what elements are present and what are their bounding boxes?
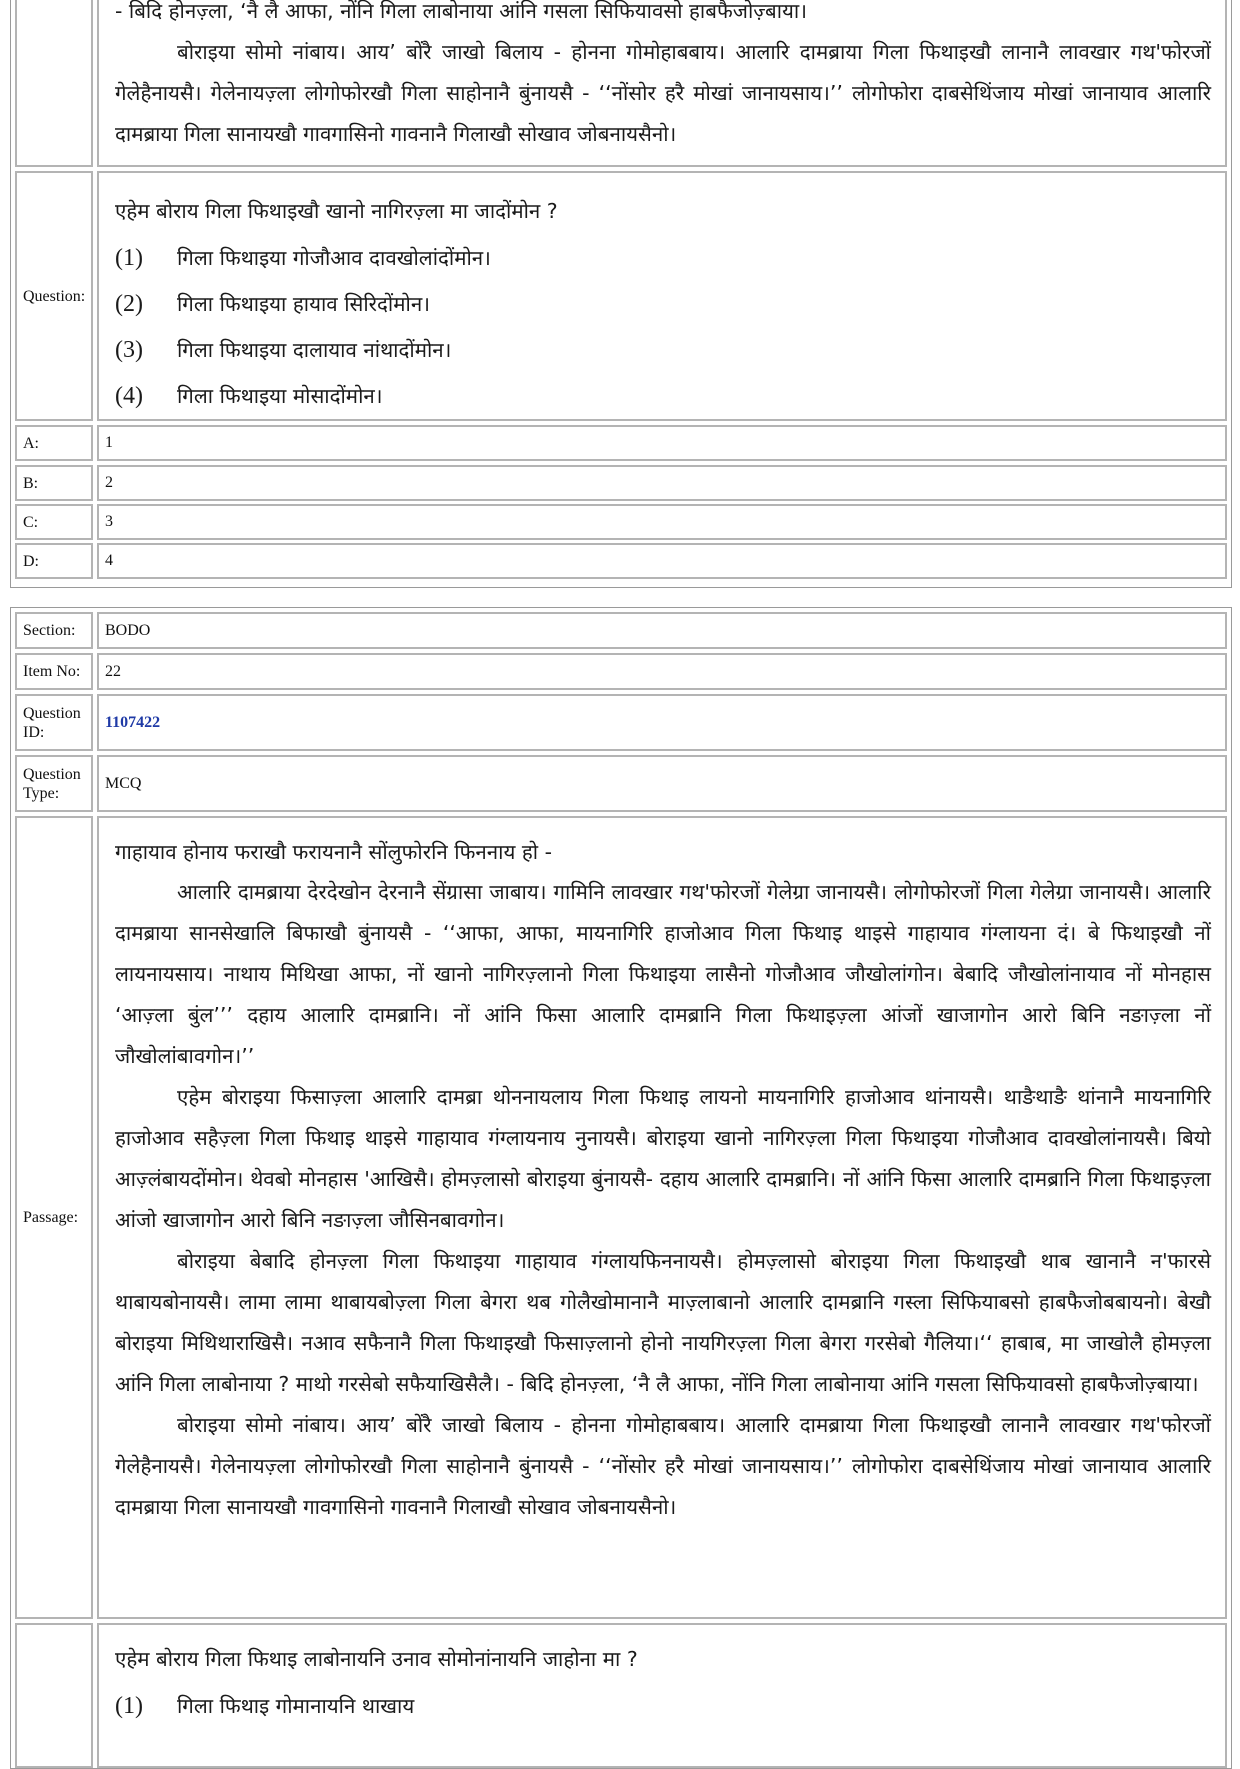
section-value: BODO (97, 612, 1227, 649)
answer-row-c (15, 504, 1227, 540)
question-row (15, 171, 1227, 421)
option-1 (115, 1683, 638, 1729)
option-text: गिला फिथाइया मोसादोंमोन। (177, 384, 383, 408)
passage-paragraph: - बिदि होनज़्ला, ‘नै लै आफा, नोंनि गिला लाबोनाया आंनि गसला सिफियावसो हाबफैजोज़्बाया। (115, 0, 807, 23)
option-1 (115, 235, 558, 281)
item-no-value: 22 (97, 653, 1227, 690)
passage-paragraph: एहेम बोराइया फिसाज़्ला आलारि दामब्रा थोननायलाय गिला फिथाइ लायनो मायनागिरि हाजोआव थांनायसै। थाङैथाङै थांनानै मायनागिरि हाजोआव सहैज़्ला गिला फिथाइ थाइसे गाहायाव गंग्लायनाय नुनायसै। बोराइया खानो नागिरज़्ला गिला फिथाइया गोजौआव दावखोलांनायसै। बियो आज़्लंबायदोंमोन। थेवबो मोनहास 'आखिसै। होमज़्लासो बोराइया बुंनायसै- दहाय आलारि दामब्रानि। नों आंनि फिसा आलारि दामब्रानि गिला फिथाइज़्ला आंजो खाजागोन आरो बिनि नङाज़्ला जौसिनबावगोन। (115, 1085, 1211, 1232)
passage-paragraph: आलारि दामब्राया देरदेखोन देरनानै सेंग्रासा जाबाय। गामिनि लावखार गथ'फोरजों गेलेग्रा जानायसै। लोगोफोरजों गिला गेलेग्रा जानायसै। आलारि दामब्राया सानसेखालि बिफाखौ बुंनायसै - ‘‘आफा, आफा, मायनागिरि हाजोआव गिला फिथाइ थाइसे गाहायाव गंग्लायना दं। बे फिथाइखौ नों लायनायसाय। नाथाय मिथिखा आफा, नों खानो नागिरज़्लानो गिला फिथाइया लासैनो गोजौआव जौखोलांगोन। बेबादि जौखोलांनायाव नों मोनहास ‘आज़्ला बुंल’’’ दहाय आलारि दामब्रानि। नों आंनि फिसा आलारि दामब्रानि गिला फिथाइज़्ला आंजों खाजागोन आरो बिनि नङाज़्ला नों जौखोलांबावगोन।’’ (115, 880, 1211, 1068)
question-stem: एहेम बोराय गिला फिथाइ लाबोनायनि उनाव सोमोनांनायनि जाहोना मा ? (115, 1647, 638, 1671)
answer-label-c: C: (15, 504, 93, 540)
passage-paragraph: बोराइया सोमो नांबाय। आय’ बोंरै जाखो बिलाय - होनना गोमोहाबबाय। आलारि दामब्राया गिला फिथाइखौ लानानै लावखार गथ'फोरजों गेलेहैनायसै। गेलेनायज़्ला लोगोफोरखौ गिला साहोनानै बुंनायसै - ‘‘नोंसोर हरै मोखां जानायसाय।’’ लोगोफोरा दाबसेथिंजाय मोखां जानायाव आलारि दामब्राया गिला सानायखौ गावगासिनो गावनानै गिलाखौ सोखाव जोबनायसैनो। (115, 1413, 1211, 1519)
question-type-row (15, 755, 1227, 812)
passage-text (97, 816, 1227, 1619)
answer-value-d: 4 (97, 543, 1227, 579)
question-block-previous (10, 0, 1232, 588)
question-type-value: MCQ (97, 755, 1227, 812)
option-number: (1) (115, 245, 143, 271)
option-text: गिला फिथाइया दालायाव नांथादोंमोन। (177, 338, 452, 362)
passage-row (15, 816, 1227, 1619)
answer-row-b (15, 465, 1227, 501)
answer-label-a: A: (15, 425, 93, 461)
item-no-label: Item No: (15, 653, 93, 690)
section-label: Section: (15, 612, 93, 649)
question-id-label: Question ID: (15, 694, 93, 751)
passage-row-continued (15, 0, 1227, 167)
answer-label-d: D: (15, 543, 93, 579)
option-number: (2) (115, 291, 143, 317)
question-body (97, 1623, 1227, 1768)
option-2 (115, 281, 558, 327)
question-body (97, 171, 1227, 421)
answer-value-b: 2 (97, 465, 1227, 501)
option-text: गिला फिथाइया गोजौआव दावखोलांदोंमोन। (177, 246, 491, 270)
question-row (15, 1623, 1227, 1768)
question-label: Question: (15, 171, 93, 421)
passage-instruction: गाहायाव होनाय फराखौ फरायनानै सोंलुफोरनि फिननाय हो - (115, 840, 552, 864)
answer-row-d (15, 543, 1227, 579)
option-number: (1) (115, 1693, 143, 1719)
question-block-item-22 (10, 607, 1232, 1769)
question-id-row (15, 694, 1227, 751)
option-number: (4) (115, 383, 143, 409)
option-number: (3) (115, 337, 143, 363)
question-label (15, 1623, 93, 1768)
option-text: गिला फिथाइ गोमानायनि थाखाय (177, 1694, 415, 1718)
option-3 (115, 327, 558, 373)
answer-value-a: 1 (97, 425, 1227, 461)
passage-paragraph: बोराइया बेबादि होनज़्ला गिला फिथाइया गाहायाव गंग्लायफिननायसै। होमज़्लासो बोराइया गिला फिथाइखौ थाब खानानै न'फारसे थाबायबोनायसै। लामा लामा थाबायबोज़्ला गिला बेगरा थब गोलैखोमानानै माज़्लाबानो आलारि दामब्रानि गस्ला सिफियाबसो हाबफैजोबबायनो। बेखौ बोराइया मिथिथाराखिसै। नआव सफैनानै गिला फिथाइखौ फिसाज़्लानो होनो नायगिरज़्ला गिला बेगरा गरसेबो गैलिया।‘‘ हाबाब, मा जाखोलै होमज़्ला आंनि गिला लाबोनाया ? माथो गरसेबो सफैयाखिसैलै। - बिदि होनज़्ला, ‘नै लै आफा, नोंनि गिला लाबोनाया आंनि गसला सिफियावसो हाबफैजोज़्बाया। (115, 1249, 1211, 1396)
answer-value-c: 3 (97, 504, 1227, 540)
passage-label: Passage: (15, 816, 93, 1619)
passage-text (97, 0, 1227, 167)
question-id-value (97, 694, 1227, 751)
section-row (15, 612, 1227, 649)
answer-row-a (15, 425, 1227, 461)
option-4 (115, 373, 558, 419)
question-stem: एहेम बोराय गिला फिथाइखौ खानो नागिरज़्ला मा जादोंमोन ? (115, 199, 558, 223)
answer-label-b: B: (15, 465, 93, 501)
option-text: गिला फिथाइया हायाव सिरिदोंमोन। (177, 292, 430, 316)
question-type-label: Question Type: (15, 755, 93, 812)
question-id-link[interactable]: 1107422 (105, 713, 161, 731)
passage-label (15, 0, 93, 167)
passage-paragraph: बोराइया सोमो नांबाय। आय’ बोंरै जाखो बिलाय - होनना गोमोहाबबाय। आलारि दामब्राया गिला फिथाइखौ लानानै लावखार गथ'फोरजों गेलेहैनायसै। गेलेनायज़्ला लोगोफोरखौ गिला साहोनानै बुंनायसै - ‘‘नोंसोर हरै मोखां जानायसाय।’’ लोगोफोरा दाबसेथिंजाय मोखां जानायाव आलारि दामब्राया गिला सानायखौ गावगासिनो गावनानै गिलाखौ सोखाव जोबनायसैनो। (115, 40, 1211, 146)
item-no-row (15, 653, 1227, 690)
